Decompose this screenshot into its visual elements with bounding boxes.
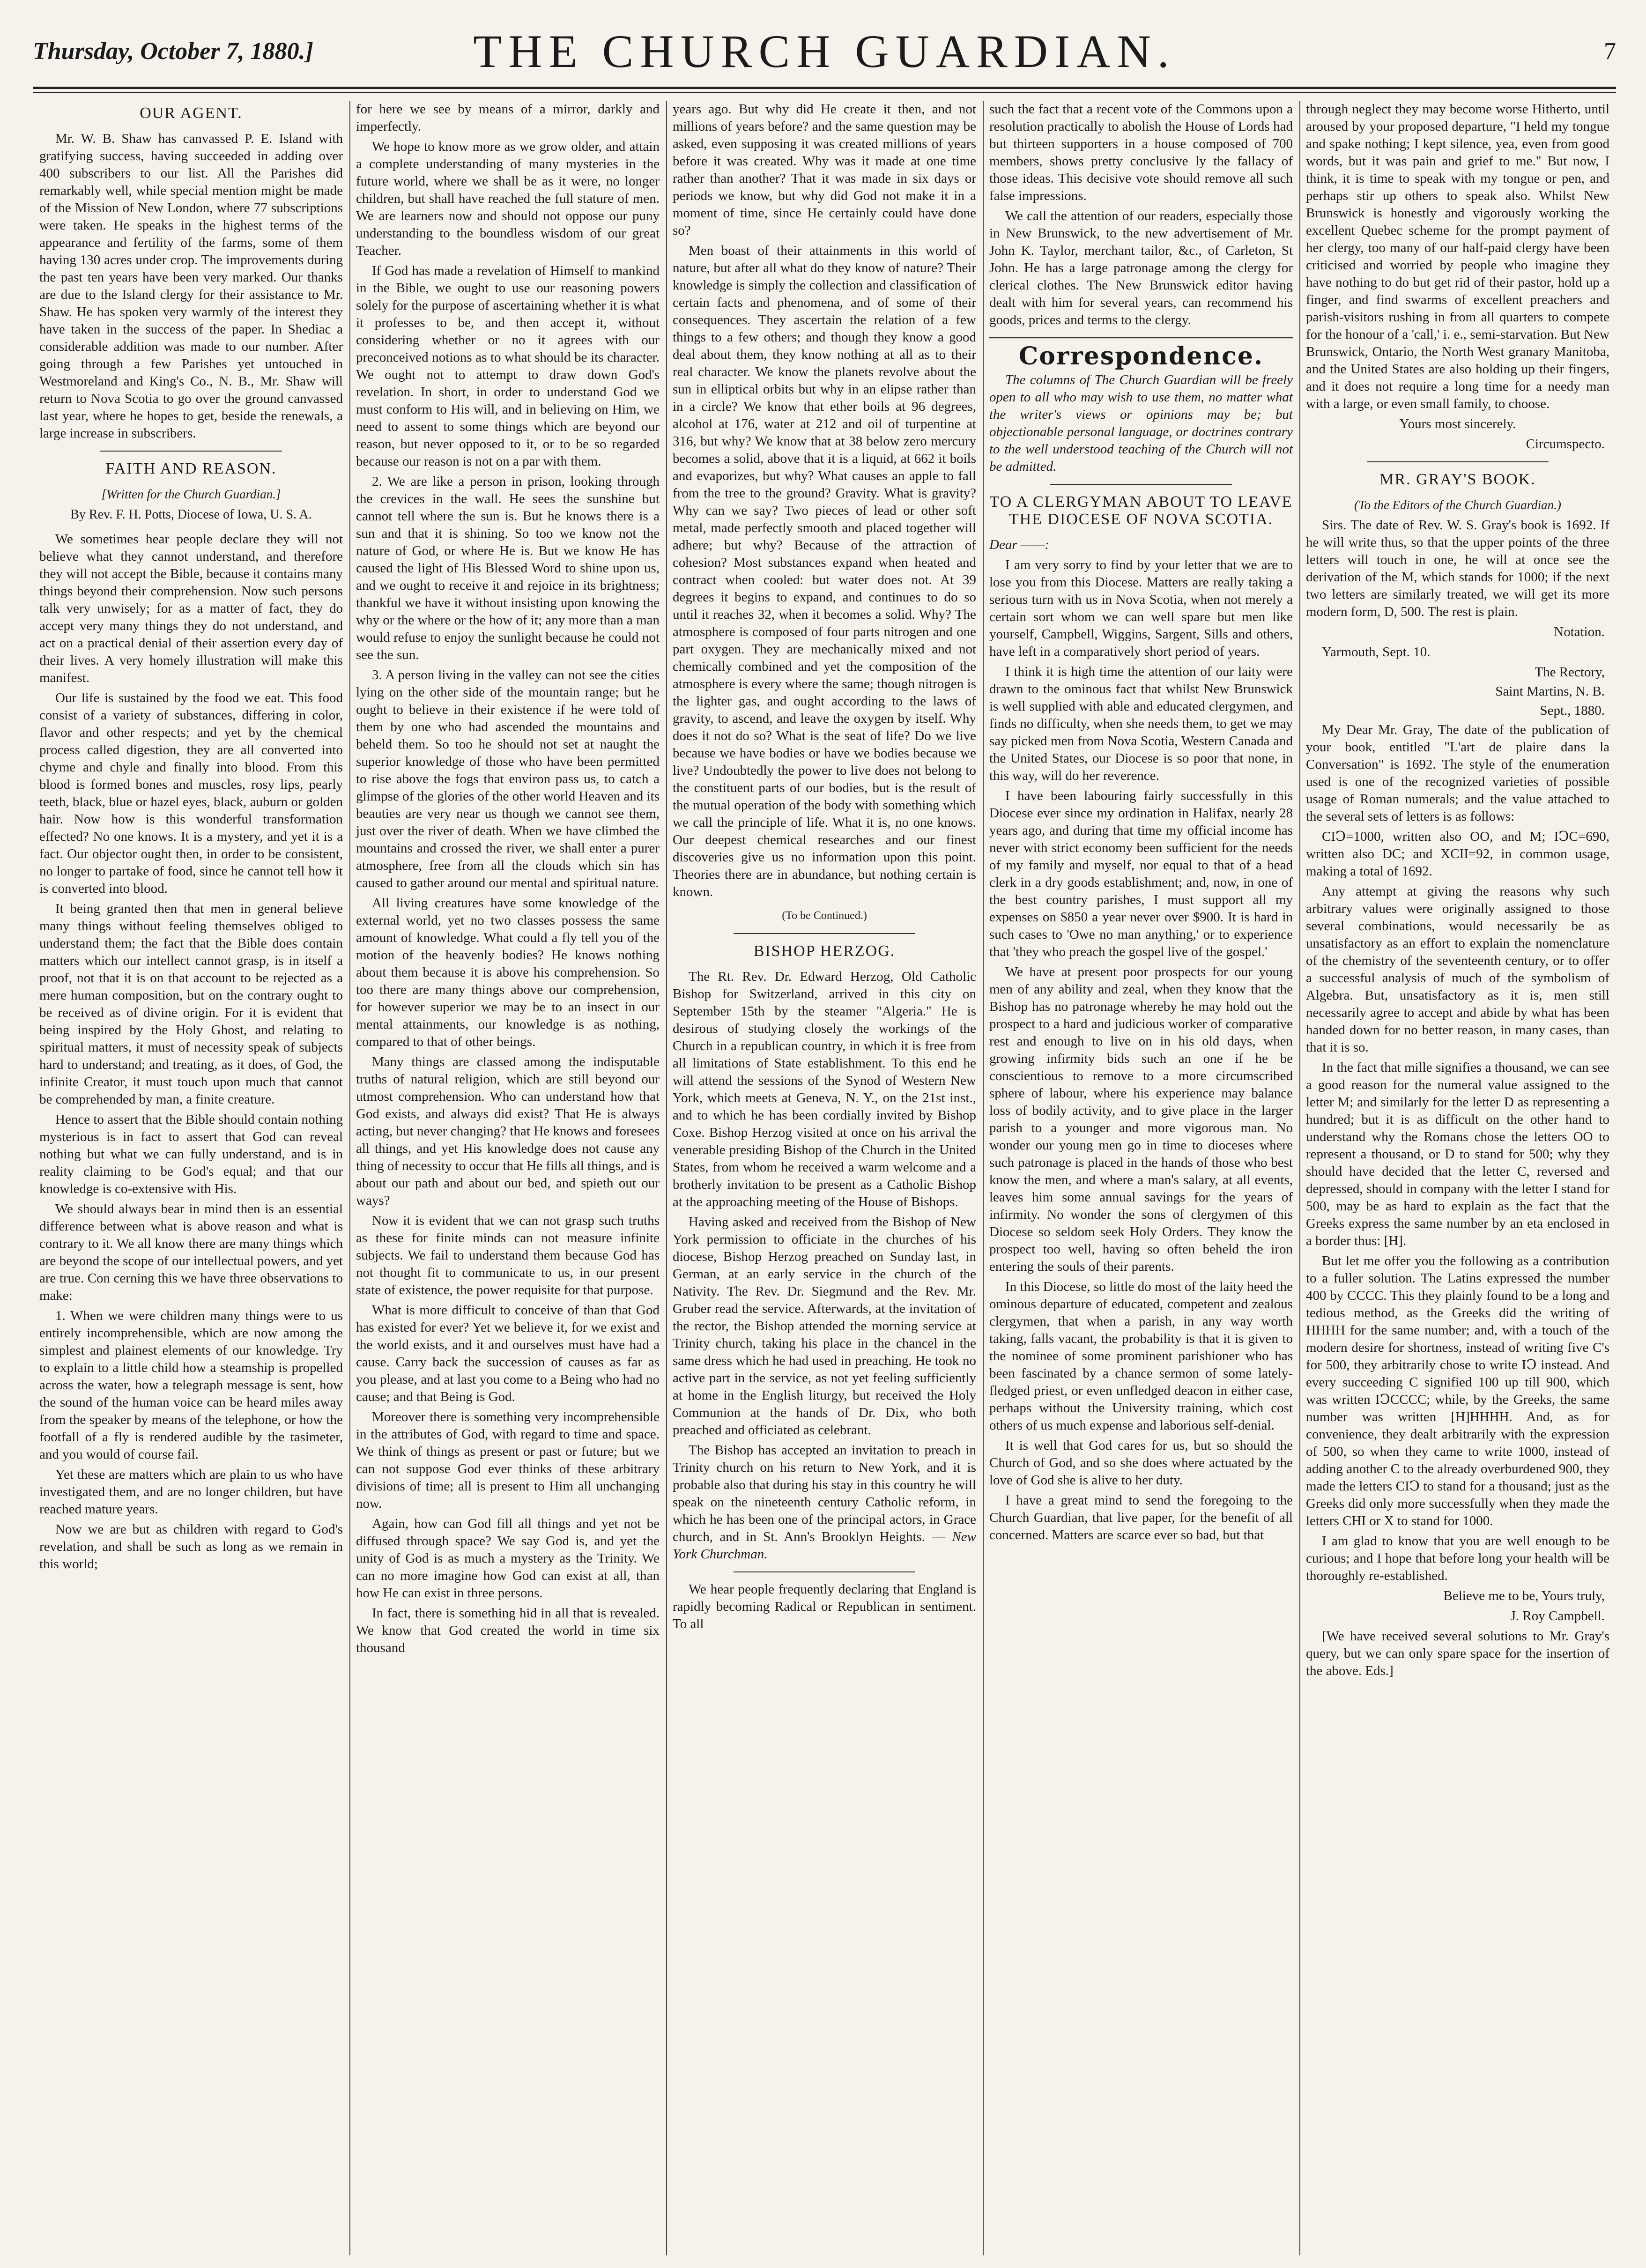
article-heading-mr-grays-book: MR. GRAY'S BOOK. <box>1379 471 1536 488</box>
separator <box>1367 461 1549 462</box>
letter-closing: Yours most sincerely. <box>1399 416 1516 431</box>
article-paragraph: 3. A person living in the valley can not see the cities lying on the other side of the mountain range; but he ought to believe in their existence if he were told of them by one who had ascended the mountains and beheld them. So too he should not set at naught the superior knowledge of those who have been permitted to rise above the fogs that environ pass us, to catch a glimpse of the glories of the other world Heaven and its beauties are very near us though we cannot see them, just over the river of death. When we have climbed the mountains and crossed the river, we shall enter a purer atmosphere, free from all the clouds which sin has caused to gather around our mental and spiritual nature. <box>356 667 660 890</box>
separator <box>734 1571 916 1572</box>
column-3 <box>666 101 983 2255</box>
article-paragraph: Moreover there is something very incomprehensible in the attributes of God, with regard to time and space. We think of things as present or past or future; but we can not suppose God ever thinks of these arbitrary divisions of time; all is present to Him all unchanging now. <box>356 1409 660 1511</box>
letter-signature: Circumspecto. <box>1526 437 1605 452</box>
masthead <box>33 19 1616 89</box>
to-be-continued: (To be Continued.) <box>782 910 867 922</box>
column-2 <box>349 101 666 2255</box>
article-byline: By Rev. F. H. Potts, Diocese of Iowa, U. S. A. <box>70 507 312 522</box>
letter-paragraph: In the fact that mille signifies a thousand, we can see a good reason for the numeral value assigned to the letter M; and similarly for the letter D as representing a hundred; but it is as difficult on the other hand to understand why the Romans chose the letters OO to represent a thousand, or D to stand for 500; why they should have decided that the letter C, reversed and depressed, should in company with the letter I stand for 500, may be as hard to explain as the fact that the Greeks express the same number by an eta enclosed in a border thus: [H]. <box>1306 1060 1609 1248</box>
letter-paragraph: I think it is high time the attention of our laity were drawn to the ominous fact that whilst New Brunswick is well supplied with able and educated clergymen, and finds no difficulty, when she needs them, to get we may say picked men from Nova Scotia, Western Canada and the United States, our Diocese is so poor that none, in this way, will do her reverence. <box>989 664 1293 783</box>
editor-note: [We have received several solutions to Mr. Gray's query, but we can only spare space for the insertion of the above. Eds.] <box>1306 1629 1609 1678</box>
letter-paragraph: I have been labouring fairly successfully in this Diocese ever since my ordination in Halifax, nearly 28 years ago, and during that time my official income has never with strict economy been sufficient for the needs of my family and myself, nor equal to that of a head clerk in a dry goods establishment; and, now, in one of the best country parishes, I must support all my expenses on $850 a year never over $900. It is hard in such cases to 'Owe no man anything,' or to experience that 'they who preach the gospel live of the gospel.' <box>989 788 1293 959</box>
separator <box>100 451 282 452</box>
letter-closing: Believe me to be, Yours truly, <box>1443 1588 1605 1603</box>
letter-address: The Rectory, <box>1535 665 1605 680</box>
article-heading-our-agent: OUR AGENT. <box>140 104 243 122</box>
column-1 <box>33 101 349 2255</box>
column-5 <box>1299 101 1616 2255</box>
letter-paragraph: CIↃ=1000, written also OO, and M; IↃC=690, written also DC; and XCII=92, in common usage, making a total of 1692. <box>1306 829 1609 879</box>
article-paragraph: years ago. But why did He create it then, and not millions of years before? and the same question may be asked, even supposing it was created millions of years before it was created. Why was it made at one time rather than another? That it was made in six days or periods we know, but why did God not make it in a moment of time, since He certainly could have done so? <box>673 102 976 238</box>
article-paragraph: 1. When we were children many things were to us entirely incomprehensible, which are now among the simplest and plainest elements of our knowledge. Try to explain to a little child how a steamship is propelled across the water, how a telegraph message is sent, how the sound of the human voice can be heard miles away from the speaker by means of the telephone, or how the footfall of a fly is rendered audible by the tasimeter, and you would of course fail. <box>39 1308 343 1462</box>
article-paragraph: If God has made a revelation of Himself to mankind in the Bible, we ought to use our reasoning powers solely for the purpose of ascertaining whether it is what it professes to be, and then accept it, without considering whether or no it agrees with our preconceived notions as to what should be its character. We ought not to attempt to draw down God's revelation. In short, in order to understand God we must conform to His will, and in believing on Him, we need to assent to some things which are beyond our reason, but never opposed to it, or to be so regarded because our reason is not on a par with them. <box>356 263 660 469</box>
newspaper-title: THE CHURCH GUARDIAN. <box>473 25 1176 77</box>
article-paragraph: In fact, there is something hid in all that is revealed. We know that God created the world in time six thousand <box>356 1606 660 1655</box>
section-heading-correspondence: Correspondence. <box>1018 342 1264 371</box>
letter-paragraph: It is well that God cares for us, but so should the Church of God, and so she does where actuated by the love of God she is alive to her duty. <box>989 1438 1293 1488</box>
article-paragraph: The Bishop has accepted an invitation to preach in Trinity church on his return to New York, and it is probable also that during his stay in this country he will speak on the nineteenth century Catholic reform, in which he has been one of the principal actors, in Grace church, and in St. Ann's Brooklyn Heights. — New York Churchman. <box>673 1443 977 1562</box>
editorial-notice: The columns of The Church Guardian will be freely open to all who may wish to use them, no matter what the writer's views or opinions may be; but objectionable personal language, or doctrines contrary to the well understood teaching of the Church will not be admitted. <box>989 372 1293 474</box>
article-heading-bishop-herzog: BISHOP HERZOG. <box>753 942 896 960</box>
letter-heading: TO A CLERGYMAN ABOUT TO LEAVE THE DIOCESE OF NOVA SCOTIA. <box>989 493 1293 528</box>
article-paragraph: Mr. W. B. Shaw has canvassed P. E. Island with gratifying success, having succeeded in adding over 400 subscribers to our list. All the Parishes did remarkably well, while special mention might be made of the Mission of New London, where 77 subscriptions were taken. He speaks in the highest terms of the appearance and fertility of the farms, some of them having 130 acres under crop. The improvements during the past ten years have been very marked. Our thanks are due to the Island clergy for their assistance to Mr. Shaw. He has spoken very warmly of the interest they have taken in the success of the paper. In Shediac a considerable addition was made to our number. After going through a few Parishes yet untouched in Westmoreland and King's Co., N. B., Mr. Shaw will return to Nova Scotia to go over the ground canvassed last year, where he hopes to get, beside the renewals, a large increase in subscribers. <box>39 131 343 441</box>
article-paragraph: Having asked and received from the Bishop of New York permission to officiate in the churches of his diocese, Bishop Herzog preached on Sunday last, in German, at an early service in the church of the Nativity. The Rev. Dr. Siegmund and the Rev. Mr. Gruber read the service. Afterwards, at the invitation of the rector, the Bishop attended the morning service at Trinity church, taking his place in the chancel in the same dress which he had used in preaching. He took no active part in the service, as not yet feeling sufficiently at home in the English liturgy, but received the Holy Communion at the hands of Dr. Dix, who both preached and officiated as celebrant. <box>673 1215 976 1438</box>
letter-paragraph: In this Diocese, so little do most of the laity heed the ominous departure of educated, competent and zealous clergymen, that when a parish, in any way worth taking, falls vacant, the probability is that it is given to the nominee of some prominent parishioner who has been fascinated by a chance sermon of some lately-fledged priest, or even unfledged deacon in either case, perhaps without the University training, which cost others of us much expense and laborious self-denial. <box>989 1279 1293 1433</box>
article-paragraph: Men boast of their attainments in this world of nature, but after all what do they know of nature? Their knowledge is simply the collection and classification of certain facts and phenomena, and of some of their consequences. They ascertain the relation of a few things to a few others; and though they know a good deal about them, they know nothing at all as to their real character. We know the planets revolve about the sun in elliptical orbits but why in an elipse rather than in a circle? We know that ether boils at 96 degrees, alcohol at 176, water at 212 and oil of turpentine at 316, but why? We know that at 38 below zero mercury becomes a solid, above that it is a liquid, at 662 it boils and evaporizes, but why? What causes an apple to fall from the tree to the ground? Gravity. What is gravity? Why can we say? Two pieces of lead or other soft metal, made perfectly smooth and placed together will adhere; but why? Because of the attraction of cohesion? Most substances expand when heated and contract when cooled: but water does not. At 39 degrees it begins to expand, and continues to do so until it reaches 32, when it becomes a solid. Why? The atmosphere is composed of four parts nitrogen and one part oxygen. They are mechanically mixed and not chemically combined and yet the composition of the atmosphere is every where the same; though nitrogen is the lighter gas, and ought according to the laws of gravity, to ascend, and leave the oxygen by itself. Why does it not do so? What is the seat of life? Do we live because we have bodies or have we bodies because we live? Undoubtedly the power to live does not belong to the constituent parts of our bodies, but is the result of the mutual operation of the body with something which we call the principle of life. What it is, no one knows. Our deepest chemical researches and our finest discoveries give us no information upon this point. Theories there are in abundance, but nothing certain is known. <box>673 243 976 899</box>
letter-paragraph: I have a great mind to send the foregoing to the Church Guardian, that live paper, for the benefit of all concerned. Matters are scarce ever so bad, but that <box>989 1493 1293 1542</box>
article-paragraph: for here we see by means of a mirror, darkly and imperfectly. <box>356 102 660 134</box>
article-paragraph: We call the attention of our readers, especially those in New Brunswick, to the new advertisement of Mr. John K. Taylor, merchant tailor, &c., of Carleton, St John. He has a large patronage among the clergy for clerical clothes. The New Brunswick editor having dealt with him for several years, can recommend his goods, prices and terms to the clergy. <box>989 208 1293 327</box>
article-paragraph: 2. We are like a person in prison, looking through the crevices in the wall. He sees the sunshine but cannot tell where the sun is. But he knows there is a sun and that it is shining. So too we know not the nature of God, or where He is. But we know He has caused the light of His Blessed Word to shine upon us, and we ought to receive it and rejoice in its brightness; thankful we have it without insisting upon knowing the why or the where or the how of it; any more than a man would refuse to enjoy the sunlight because he could not see the sun. <box>356 474 660 662</box>
letter-signature: Notation. <box>1554 624 1605 639</box>
letter-address: Saint Martins, N. B. <box>1495 684 1605 699</box>
article-paragraph: We sometimes hear people declare they will not believe what they cannot understand, and therefore they will not accept the Bible, because it contains many things beyond their comprehension. Now such persons talk very unwisely; for as a matter of fact, they do accept very many things they do not understand, and act on a practical denial of their assertion every day of their lives. A very homely illustration will make this manifest. <box>39 532 343 685</box>
separator <box>734 933 916 934</box>
issue-date: Thursday, October 7, 1880.] <box>33 38 313 65</box>
article-paragraph: Again, how can God fill all things and yet not be diffused through space? We say God is, and yet the unity of God is as much a mystery as the Trinity. We can no more imagine how God can exist at all, than how He can exist in three persons. <box>356 1516 660 1601</box>
article-paragraph: Now it is evident that we can not grasp such truths as these for finite minds can not measure infinite subjects. We fail to understand them because God has not thought fit to communicate to us, in our present state of existence, the power requisite for that purpose. <box>356 1213 660 1297</box>
masthead-rule-thin <box>33 92 1616 93</box>
page-number: 7 <box>1604 38 1616 65</box>
source-citation: New York Churchman. <box>673 1529 977 1562</box>
paragraph-text: The Bishop has accepted an invitation to preach in Trinity church on his return to New York, and it is probable also that during his stay in this country he will speak on the nineteenth century Catholic reform, in which he has been one of the principal actors, in Grace church, and in St. Ann's Brooklyn Heights. <box>673 1443 976 1544</box>
letter-paragraph: We have at present poor prospects for our young men of any ability and zeal, when they know that the Bishop has no patronage whereby he may hold out the prospect to a hard and judicious worker of comparative rest and enough to live on in his old days, when growing infirmity bids such an one if he be conscientious to remove to a more circumscribed sphere of labour, where his experience may balance loss of bodily activity, and to give place in the larger parish to a younger and more vigorous man. No wonder our young men go in time to dioceses where such patronage is placed in the hands of those who best know the men, and where a man's salary, at all events, leaves him some annual savings for the years of infirmity. No wonder the sons of clergymen of this Diocese so seldom seek Holy Orders. They know the prospect too well, having so often beheld the iron entering the souls of their parents. <box>989 964 1293 1274</box>
article-paragraph: Our life is sustained by the food we eat. This food consist of a variety of substances, differing in color, flavor and other respects; and yet by the chemical process called digestion, they are all converted into chyme and chyle and finally into blood. From this blood is formed bones and muscles, rosy lips, pearly teeth, black, blue or hazel eyes, black, auburn or golden hair. Now how is this wonderful transformation effected? No one knows. It is a mystery, and yet it is a fact. Our objector ought then, in order to be consistent, no longer to partake of food, since he cannot tell how it is converted into blood. <box>39 690 343 896</box>
letter-paragraph: Any attempt at giving the reasons why such arbitrary values were originally assigned to those several combinations, would necessarily be as unsatisfactory as an effort to explain the nomenclature of the chemistry of the seventeenth century, or to offer a successful analysis of much of the symbolism of Algebra. But, unsatisfactory as it is, men still necessarily agree to accept and abide by what has been handed down for no better reason, in many cases, than that it is so. <box>1306 884 1609 1055</box>
article-paragraph: Yet these are matters which are plain to us who have investigated them, and are no longer children, but have reached mature years. <box>39 1467 343 1517</box>
article-written-for: [Written for the Church Guardian.] <box>101 487 281 501</box>
article-paragraph: Hence to assert that the Bible should contain nothing mysterious is in fact to assert that God can reveal nothing but what we can fully understand, and is in reality claiming to be God's equal; and that our knowledge is co-extensive with His. <box>39 1112 343 1196</box>
article-paragraph: All living creatures have some knowledge of the external world, yet no two classes possess the same amount of knowledge. What could a fly tell you of the motion of the heavenly bodies? He knows nothing about them because it is above his comprehension. So too there are many things above our comprehension, for however superior we may be to an insect in our mental attainments, our knowledge is as nothing, compared to that of other beings. <box>356 896 660 1049</box>
letter-paragraph: Sirs. The date of Rev. W. S. Gray's book is 1692. If he will write thus, so that the upper points of the three letters will touch in one, he will at once see the derivation of the M, which stands for 1000; if the next two letters are similarly treated, we will get its more modern form, D, 500. The rest is plain. <box>1306 518 1609 619</box>
letter-paragraph: I am very sorry to find by your letter that we are to lose you from this Diocese. Matters are really taking a serious turn with us in Nova Scotia, when not merely a certain sort whom we can well spare but men like yourself, Campbell, Wiggins, Sargent, Sills and others, have left in a comparatively short period of years. <box>989 557 1293 659</box>
article-paragraph: The Rt. Rev. Dr. Edward Herzog, Old Catholic Bishop for Switzerland, arrived in this city on September 15th by the steamer "Algeria." He is desirous of studying closely the workings of the Church in a republican country, in which it is free from all limitations of State establishment. To this end he will attend the sessions of the Synod of Western New York, which meets at Geneva, N. Y., on the 21st inst., and to which he has been cordially invited by Bishop Coxe. Bishop Herzog visited at once on his arrival the venerable presiding Bishop of the Church in the United States, from whom he received a warm welcome and a brotherly invitation to be present as a Catholic Bishop at the approaching meeting of the House of Bishops. <box>673 969 976 1209</box>
letter-paragraph: But let me offer you the following as a contribution to a fuller solution. The Latins expressed the number 400 by CCCC. This they plainly found to be a long and tedious method, as the Greeks did the writing of HHHH for the same number; and, with a touch of the modern desire for shortness, instead of writing five C's for 500, they arbitrarily chose to write IↃ instead. And every succeeding C signified 100 up till 900, which was written IↃCCCC; while, by the Greeks, the same number was written [H]HHHH. And, as for convenience, they dealt arbitrarily with the expression of 500, so when they came to write 1000, instead of adding another C to the already overburdened 900, they made the letters CIↃ to stand for a thousand; just as the Greeks did only more successfully when they made the letters CHI or X to stand for 1000. <box>1306 1253 1609 1528</box>
article-heading-faith-and-reason: FAITH AND REASON. <box>105 460 277 477</box>
article-paragraph: We should always bear in mind then is an essential difference between what is above reason and what is contrary to it. We all know there are many things which are beyond the scope of our intellectual powers, and yet are true. Con cerning this we have three observations to make: <box>39 1201 343 1303</box>
column-4 <box>983 101 1299 2255</box>
article-paragraph: Many things are classed among the indisputable truths of natural religion, which are still beyond our utmost comprehension. Who can understand how that God exists, and always did exist? That He is always acting, but never changing? that He knows and foresees all things, and yet His knowledge does not cause any thing of necessity to occur that He fills all things, and is about our path and about our bed, and spieth out our ways? <box>356 1054 660 1208</box>
masthead-rule <box>33 87 1616 89</box>
article-paragraph: It being granted then that men in general believe many things without feeling themselves obliged to understand them; the fact that the Bible does contain matters which our intellect cannot grasp, is in itself a proof, not that it is on that account to be rejected as a mere human composition, but on the contrary ought to be received as of divine origin. For it is evident that being inspired by the Holy Ghost, and relating to spiritual matters, it must of necessity speak of subjects hard to understand; and treating, as it does, of God, the infinite Creator, it must touch upon much that cannot be comprehended by man, a finite creature. <box>39 901 343 1107</box>
section-rule <box>989 337 1293 339</box>
article-paragraph: What is more difficult to conceive of than that God has existed for ever? Yet we believe it, for we exist and the world exists, and it and ourselves must have had a cause. Carry back the succession of causes as far as you please, and at last you come to a Being who had no cause; and that Being is God. <box>356 1303 660 1404</box>
letter-paragraph: I am glad to know that you are well enough to be curious; and I hope that before long your health will be thoroughly re-established. <box>1306 1534 1609 1583</box>
columns <box>33 101 1616 2255</box>
article-paragraph: such the fact that a recent vote of the Commons upon a resolution practically to abolish the House of Lords had but thirteen supporters in a house composed of 700 members, shows pretty conclusive ly the fallacy of those ideas. This decisive vote should remove all such false impressions. <box>989 102 1293 203</box>
letter-paragraph: through neglect they may become worse Hitherto, until aroused by your proposed departure, "I held my tongue and spake nothing; I kept silence, yea, even from good words, but it was pain and grief to me." But now, I think, it is time to speak with my tongue or pen, and perhaps stir up others to speak also. Whilst New Brunswick is honestly and vigorously working the excellent Quebec scheme for the prompt payment of her clergy, too many of our half-paid clergy have been criticised and worried by people who imagine they have nothing to do but get rid of their pastor, hold up a finger, and find swarms of excellent preachers and parish-visitors rushing in from all quarters to compete for the honour of a 'call,' i. e., semi-starvation. But New Brunswick, Ontario, the North West granary Manitoba, and the United States are also holding up their fingers, and it does not require a long time for a needy man with a large, or even small family, to choose. <box>1306 102 1609 411</box>
letter-date: Sept., 1880. <box>1540 703 1605 718</box>
letter-place: Yarmouth, Sept. 10. <box>1322 645 1431 660</box>
letter-addressee: (To the Editors of the Church Guardian.) <box>1354 498 1561 512</box>
article-paragraph: Now we are but as children with regard to God's revelation, and shall be such as long as we remain in this world; <box>39 1522 343 1571</box>
separator <box>1050 484 1232 485</box>
article-paragraph: We hear people frequently declaring that England is rapidly becoming Radical or Republican in sentiment. To all <box>673 1582 976 1631</box>
letter-salutation: Dear ——: <box>989 537 1050 552</box>
letter-signature: J. Roy Campbell. <box>1510 1608 1605 1623</box>
letter-paragraph: My Dear Mr. Gray, The date of the publication of your book, entitled "L'art de plaire dans la Conversation" is 1692. The style of the enumeration used is one of the recognized varieties of possible usage of Roman numerals; and the value attached to the several sets of letters is as follows: <box>1306 722 1609 824</box>
article-paragraph: We hope to know more as we grow older, and attain a complete understanding of many mysteries in the future world, where we shall be as it were, no longer children, but shall have reached the full stature of men. We are learners now and should not oppose our puny understanding to the boundless wisdom of our great Teacher. <box>356 139 660 258</box>
